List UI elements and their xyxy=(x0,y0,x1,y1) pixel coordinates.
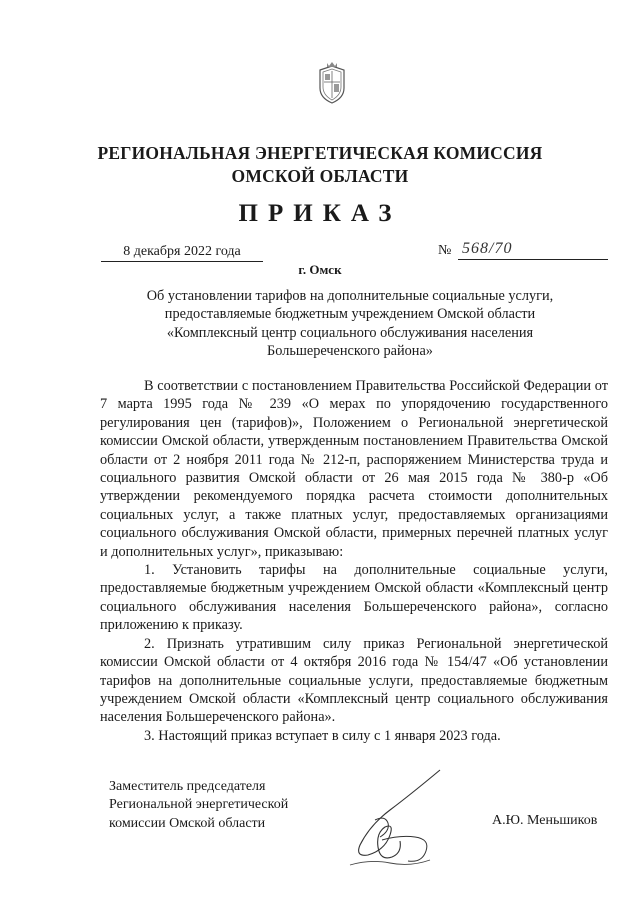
org-title-line1: РЕГИОНАЛЬНАЯ ЭНЕРГЕТИЧЕСКАЯ КОМИССИЯ xyxy=(97,143,543,163)
document-body xyxy=(100,377,608,745)
document-date: 8 декабря 2022 года xyxy=(101,244,263,262)
clause-3: 3. Настоящий приказ вступает в силу с 1 января 2023 года. xyxy=(144,727,501,744)
signer-position xyxy=(109,778,288,833)
document-number: 568/70 xyxy=(462,240,513,257)
city: г. Омск xyxy=(298,262,342,277)
subject-line: предоставляемые бюджетным учреждением Омской области xyxy=(164,306,536,323)
signer-position-line: Региональной энергетической xyxy=(109,797,289,813)
subject-block xyxy=(120,287,580,361)
org-title-line2: ОМСКОЙ ОБЛАСТИ xyxy=(231,166,409,186)
number-label: № xyxy=(438,243,452,258)
subject-line: Об установлении тарифов на дополнительные социальные услуги, xyxy=(146,288,554,304)
signer-name: А.Ю. Меньшиков xyxy=(492,813,598,828)
signer-position-line: комиссии Омской области xyxy=(109,815,266,831)
document-type: ПРИКАЗ xyxy=(238,200,402,227)
preamble-paragraph: В соответствии с постановлением Правительства Российской Федерации от 7 марта 1995 года № 239 «О мерах по упорядочению государственного регулирования цен (тарифов)», Положением о Региональной энергетической комиссии Омской области, утвержденным постановлением Правительства Омской области от 2 ноября 2011 года № 212-п, распоряжением Министерства труда и социального развития Омской области от 26 мая 2015 года № 380-р «Об утверждении рекомендуемого порядка расчета стоимости дополнительных социальных услуг, а также платных услуг, предоставляемых организациями социального обслуживания Омской области, примерных перечней платных услуг и дополнительных услуг», приказываю: xyxy=(100,378,608,560)
clause-1: 1. Установить тарифы на дополнительные социальные услуги, предоставляемые бюджетным учреждением Омской области «Комплексный центр социального обслуживания населения Большереченского района», согласно приложению к приказу. xyxy=(100,562,608,634)
number-underline xyxy=(458,259,608,260)
signer-position-line: Заместитель председателя xyxy=(109,779,266,794)
clause-2: 2. Признать утратившим силу приказ Региональной энергетической комиссии Омской области от 4 октября 2016 года № 154/47 «Об установлении тарифов на дополнительные социальные услуги, предоставляемые бюджетным учреждением Омской области «Комплексный центр социального обслуживания населения Большереченского района». xyxy=(100,635,608,726)
subject-line: «Комплексный центр социального обслуживания населения xyxy=(166,324,534,341)
subject-line: Большереченского района» xyxy=(267,343,433,360)
handwritten-signature xyxy=(330,765,460,875)
coat-of-arms-icon xyxy=(315,60,349,106)
